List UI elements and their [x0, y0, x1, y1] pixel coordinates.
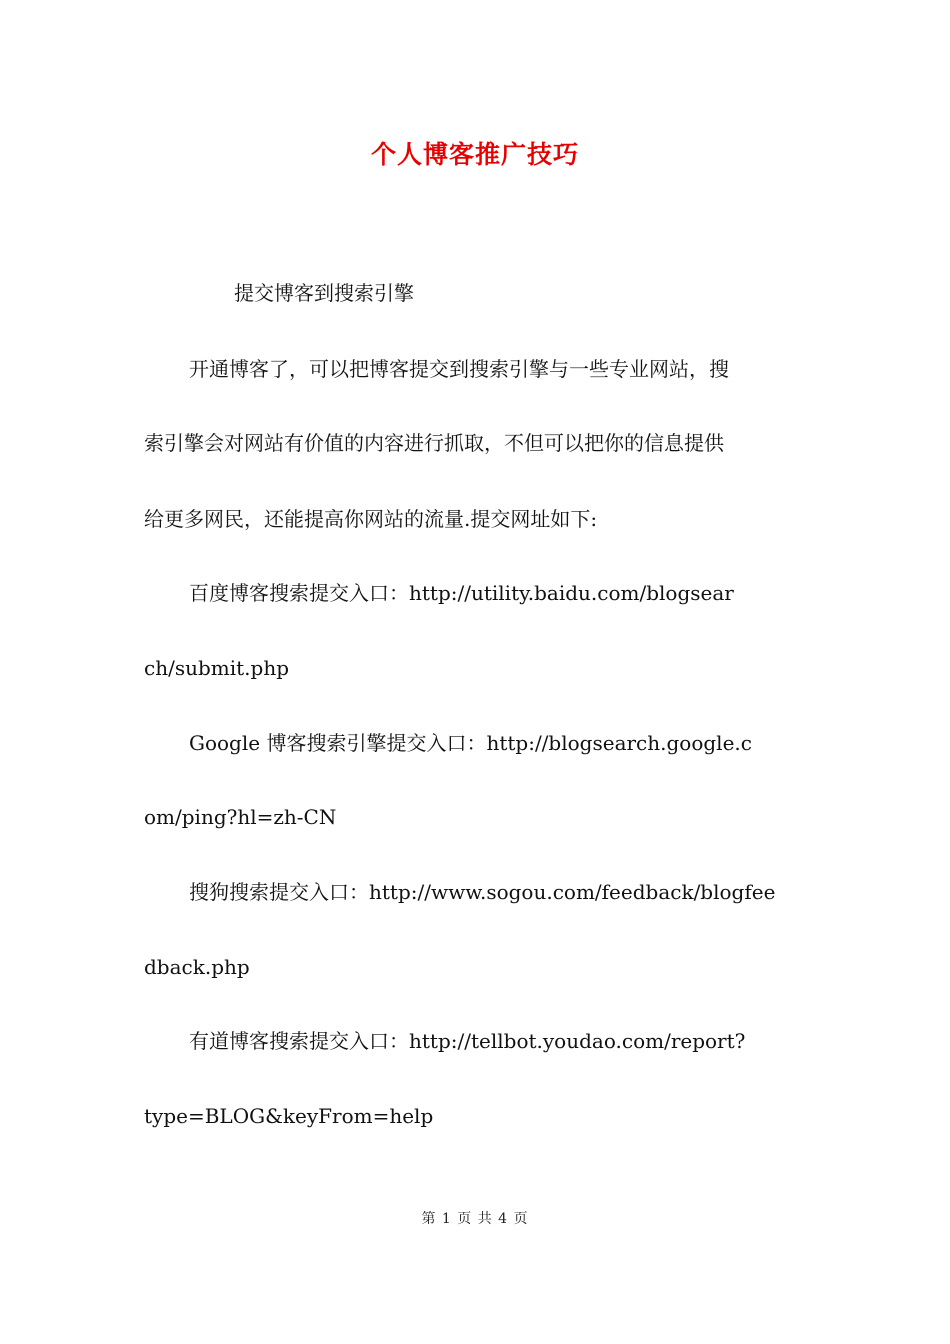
youdao-submit-entry-cont: type=BLOG&keyFrom=help — [144, 1104, 434, 1128]
page-number-footer: 第 1 页 共 4 页 — [421, 1211, 529, 1227]
sogou-submit-entry-cont: dback.php — [144, 955, 250, 979]
paragraph-line: 给更多网民，还能提高你网站的流量.提交网址如下: — [144, 507, 598, 531]
youdao-submit-entry: 有道博客搜索提交入口：http://tellbot.youdao.com/report? — [189, 1029, 746, 1053]
baidu-submit-entry-cont: ch/submit.php — [144, 656, 290, 680]
document-title: 个人博客推广技巧 — [370, 140, 579, 169]
paragraph-line: 开通博客了，可以把博客提交到搜索引擎与一些专业网站，搜 — [189, 357, 729, 381]
section-heading: 提交博客到搜索引擎 — [234, 281, 414, 305]
sogou-submit-entry: 搜狗搜索提交入口：http://www.sogou.com/feedback/blogfee — [189, 880, 776, 904]
paragraph-line: 索引擎会对网站有价值的内容进行抓取，不但可以把你的信息提供 — [144, 431, 724, 455]
baidu-submit-entry: 百度博客搜索提交入口：http://utility.baidu.com/blogsear — [189, 581, 734, 605]
google-submit-entry-cont: om/ping?hl=zh-CN — [144, 805, 337, 829]
google-submit-entry: Google 博客搜索引擎提交入口：http://blogsearch.google.c — [189, 731, 752, 755]
